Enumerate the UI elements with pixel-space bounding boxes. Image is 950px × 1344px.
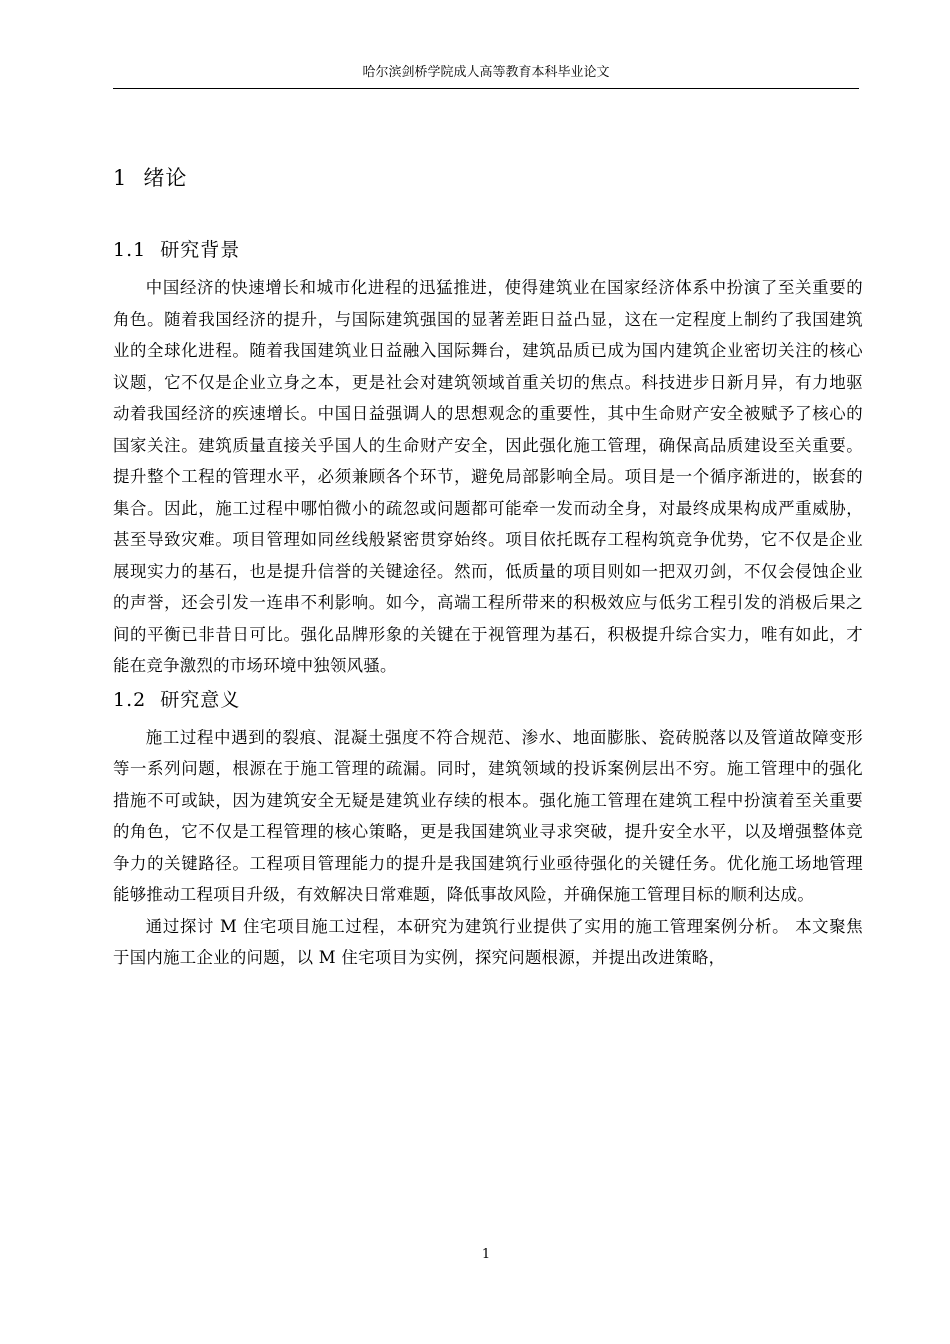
section-heading-background [113,234,863,266]
chapter-title-text: 绪论 [143,166,188,190]
page-number: 1 [481,1247,491,1262]
paragraph-background: 中国经济的快速增长和城市化进程的迅猛推进，使得建筑业在国家经济体系中扮演了至关重要的角色。随着我国经济的提升，与国际建筑强国的显著差距日益凸显，这在一定程度上制约了我国建筑业的全球化进程。随着我国建筑业日益融入国际舞台，建筑品质已成为国内建筑企业密切关注的核心议题，它不仅是企业立身之本，更是社会对建筑领域首重关切的焦点。科技进步日新月异，有力地驱动着我国经济的疾速增长。中国日益强调人的思想观念的重要性，其中生命财产安全被赋予了核心的国家关注。建筑质量直接关乎国人的生命财产安全，因此强化施工管理，确保高品质建设至关重要。提升整个工程的管理水平，必须兼顾各个环节，避免局部影响全局。项目是一个循序渐进的，嵌套的集合。因此，施工过程中哪怕微小的疏忽或问题都可能牵一发而动全身，对最终成果构成严重威胁，甚至导致灾难。项目管理如同丝线般紧密贯穿始终。项目依托既存工程构筑竞争优势，它不仅是企业展现实力的基石，也是提升信誉的关键途径。然而，低质量的项目则如一把双刃剑，不仅会侵蚀企业的声誉，还会引发一连串不利影响。如今，高端工程所带来的积极效应与低劣工程引发的消极后果之间的平衡已非昔日可比。强化品牌形象的关键在于视管理为基石，积极提升综合实力，唯有如此，才能在竞争激烈的市场环境中独领风骚。 [113,278,863,675]
section-heading-significance [113,684,863,716]
section-number: 1.2 [113,688,147,711]
document-body [113,158,863,974]
header-divider [113,88,859,89]
chapter-title [113,158,863,198]
section-number: 1.1 [113,239,147,261]
paragraph-significance-1: 施工过程中遇到的裂痕、混凝土强度不符合规范、渗水、地面膨胀、瓷砖脱落以及管道故障变形等一系列问题，根源在于施工管理的疏漏。同时，建筑领域的投诉案例层出不穷。施工管理中的强化措施不可或缺，因为建筑安全无疑是建筑业存续的根本。强化施工管理在建筑工程中扮演着至关重要的角色，它不仅是工程管理的核心策略，更是我国建筑业寻求突破，提升安全水平，以及增强整体竞争力的关键路径。工程项目管理能力的提升是我国建筑行业亟待强化的关键任务。优化施工场地管理能够推动工程项目升级，有效解决日常难题，降低事故风险，并确保施工管理目标的顺利达成。 [113,727,863,904]
chapter-number: 1 [113,166,128,190]
paragraph-significance-2: 通过探讨 M 住宅项目施工过程，本研究为建筑行业提供了实用的施工管理案例分析。 本文聚焦于国内施工企业的问题，以 M 住宅项目为实例，探究问题根源，并提出改进策略， [113,916,863,967]
section-title-text: 研究意义 [160,688,241,711]
section-title-text: 研究背景 [160,239,241,261]
page-header: 哈尔滨剑桥学院成人高等教育本科毕业论文 [362,65,610,80]
